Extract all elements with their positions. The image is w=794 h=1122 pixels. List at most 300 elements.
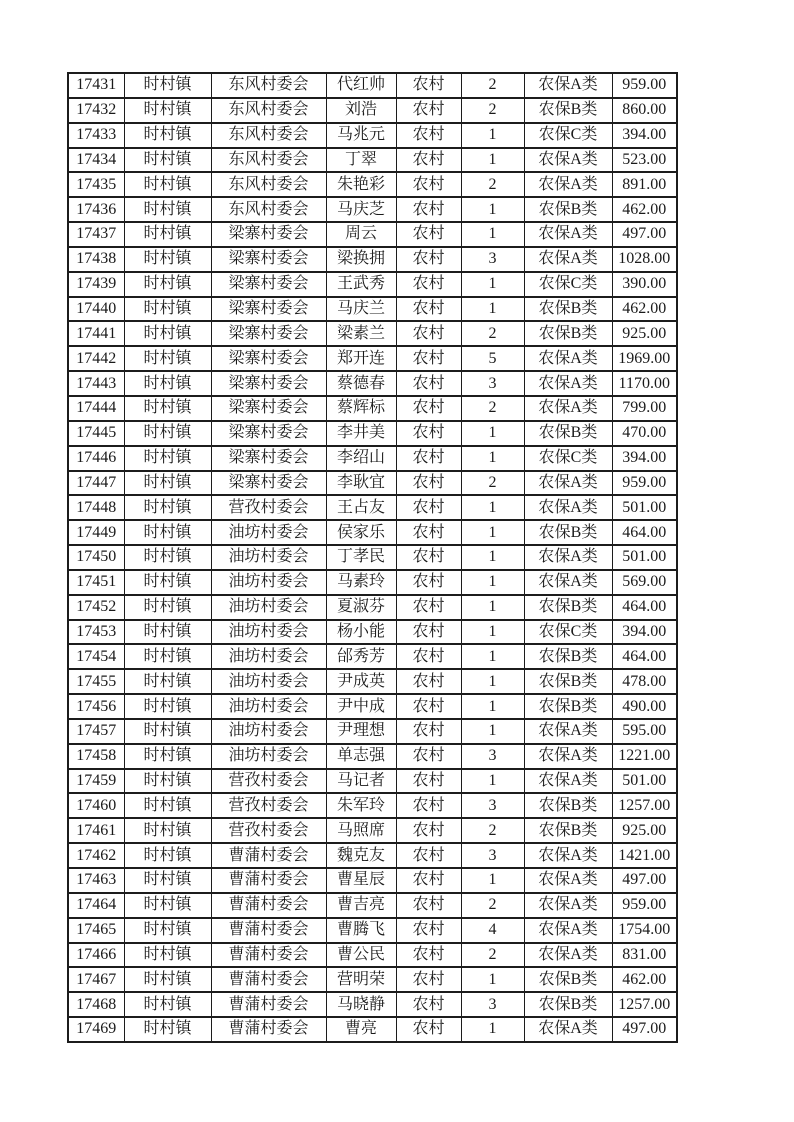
person-name-cell: 夏淑芬 [326,595,396,620]
town-cell: 时村镇 [124,620,211,645]
person-name-cell: 尹中成 [326,694,396,719]
record-id-cell: 17449 [68,520,124,545]
insurance-category-cell: 农保C类 [524,272,612,297]
amount-cell: 390.00 [612,272,677,297]
amount-cell: 490.00 [612,694,677,719]
person-count-cell: 3 [461,793,524,818]
village-committee-cell: 梁寨村委会 [211,222,326,247]
residence-type-cell: 农村 [396,495,461,520]
town-cell: 时村镇 [124,197,211,222]
record-id-cell: 17460 [68,793,124,818]
person-name-cell: 代红帅 [326,73,396,98]
amount-cell: 799.00 [612,396,677,421]
person-count-cell: 1 [461,669,524,694]
village-committee-cell: 东风村委会 [211,197,326,222]
record-id-cell: 17448 [68,495,124,520]
town-cell: 时村镇 [124,421,211,446]
amount-cell: 1257.00 [612,992,677,1017]
person-count-cell: 1 [461,595,524,620]
person-count-cell: 2 [461,943,524,968]
table-row [68,148,677,173]
residence-type-cell: 农村 [396,1017,461,1042]
amount-cell: 464.00 [612,644,677,669]
village-committee-cell: 油坊村委会 [211,620,326,645]
table-row [68,967,677,992]
person-name-cell: 李绍山 [326,446,396,471]
town-cell: 时村镇 [124,172,211,197]
town-cell: 时村镇 [124,769,211,794]
amount-cell: 891.00 [612,172,677,197]
village-committee-cell: 梁寨村委会 [211,371,326,396]
person-name-cell: 魏克友 [326,843,396,868]
table-row [68,893,677,918]
insurance-category-cell: 农保A类 [524,73,612,98]
person-count-cell: 1 [461,570,524,595]
amount-cell: 1170.00 [612,371,677,396]
residence-type-cell: 农村 [396,967,461,992]
amount-cell: 462.00 [612,197,677,222]
village-committee-cell: 梁寨村委会 [211,272,326,297]
residence-type-cell: 农村 [396,73,461,98]
table-row [68,371,677,396]
amount-cell: 1257.00 [612,793,677,818]
village-committee-cell: 曹蒲村委会 [211,992,326,1017]
insurance-category-cell: 农保B类 [524,321,612,346]
record-id-cell: 17456 [68,694,124,719]
table-row [68,719,677,744]
person-name-cell: 侯家乐 [326,520,396,545]
insurance-category-cell: 农保A类 [524,843,612,868]
record-id-cell: 17464 [68,893,124,918]
person-name-cell: 曹亮 [326,1017,396,1042]
residence-type-cell: 农村 [396,595,461,620]
residence-type-cell: 农村 [396,471,461,496]
table-row [68,197,677,222]
residence-type-cell: 农村 [396,818,461,843]
amount-cell: 959.00 [612,893,677,918]
village-committee-cell: 东风村委会 [211,73,326,98]
insurance-category-cell: 农保B类 [524,818,612,843]
town-cell: 时村镇 [124,694,211,719]
town-cell: 时村镇 [124,247,211,272]
amount-cell: 925.00 [612,818,677,843]
town-cell: 时村镇 [124,719,211,744]
person-count-cell: 2 [461,172,524,197]
insurance-category-cell: 农保B类 [524,694,612,719]
town-cell: 时村镇 [124,744,211,769]
village-committee-cell: 梁寨村委会 [211,346,326,371]
person-name-cell: 蔡辉标 [326,396,396,421]
table-row [68,545,677,570]
person-count-cell: 2 [461,818,524,843]
town-cell: 时村镇 [124,471,211,496]
town-cell: 时村镇 [124,570,211,595]
insurance-category-cell: 农保A类 [524,148,612,173]
town-cell: 时村镇 [124,943,211,968]
amount-cell: 501.00 [612,545,677,570]
person-name-cell: 刘浩 [326,98,396,123]
person-name-cell: 朱军玲 [326,793,396,818]
person-name-cell: 丁孝民 [326,545,396,570]
insurance-category-cell: 农保A类 [524,471,612,496]
record-id-cell: 17457 [68,719,124,744]
record-id-cell: 17466 [68,943,124,968]
town-cell: 时村镇 [124,148,211,173]
person-count-cell: 3 [461,247,524,272]
village-committee-cell: 曹蒲村委会 [211,868,326,893]
insurance-category-cell: 农保A类 [524,396,612,421]
record-id-cell: 17468 [68,992,124,1017]
insurance-category-cell: 农保A类 [524,172,612,197]
town-cell: 时村镇 [124,545,211,570]
person-count-cell: 1 [461,272,524,297]
residence-type-cell: 农村 [396,123,461,148]
residence-type-cell: 农村 [396,520,461,545]
residence-type-cell: 农村 [396,570,461,595]
residence-type-cell: 农村 [396,272,461,297]
insurance-category-cell: 农保B类 [524,520,612,545]
person-name-cell: 梁素兰 [326,321,396,346]
table-row [68,694,677,719]
town-cell: 时村镇 [124,123,211,148]
person-name-cell: 杨小能 [326,620,396,645]
town-cell: 时村镇 [124,297,211,322]
residence-type-cell: 农村 [396,893,461,918]
insurance-category-cell: 农保A类 [524,1017,612,1042]
village-committee-cell: 曹蒲村委会 [211,918,326,943]
person-name-cell: 马庆芝 [326,197,396,222]
village-committee-cell: 东风村委会 [211,123,326,148]
town-cell: 时村镇 [124,520,211,545]
table-row [68,421,677,446]
village-committee-cell: 油坊村委会 [211,694,326,719]
amount-cell: 523.00 [612,148,677,173]
town-cell: 时村镇 [124,669,211,694]
person-name-cell: 蔡德春 [326,371,396,396]
village-committee-cell: 营孜村委会 [211,793,326,818]
table-row [68,495,677,520]
amount-cell: 394.00 [612,446,677,471]
person-name-cell: 马记者 [326,769,396,794]
insurance-category-cell: 农保B类 [524,98,612,123]
person-count-cell: 1 [461,644,524,669]
record-id-cell: 17467 [68,967,124,992]
record-id-cell: 17431 [68,73,124,98]
amount-cell: 1221.00 [612,744,677,769]
record-id-cell: 17447 [68,471,124,496]
records-table [67,72,678,1043]
person-name-cell: 曹吉亮 [326,893,396,918]
table-row [68,769,677,794]
person-name-cell: 梁换拥 [326,247,396,272]
town-cell: 时村镇 [124,321,211,346]
record-id-cell: 17438 [68,247,124,272]
town-cell: 时村镇 [124,495,211,520]
insurance-category-cell: 农保A类 [524,769,612,794]
village-committee-cell: 梁寨村委会 [211,446,326,471]
amount-cell: 1028.00 [612,247,677,272]
person-count-cell: 2 [461,73,524,98]
town-cell: 时村镇 [124,396,211,421]
table-row [68,123,677,148]
table-row [68,744,677,769]
record-id-cell: 17458 [68,744,124,769]
amount-cell: 1969.00 [612,346,677,371]
village-committee-cell: 东风村委会 [211,148,326,173]
person-name-cell: 营明荣 [326,967,396,992]
record-id-cell: 17443 [68,371,124,396]
village-committee-cell: 梁寨村委会 [211,297,326,322]
amount-cell: 478.00 [612,669,677,694]
residence-type-cell: 农村 [396,98,461,123]
person-name-cell: 王占友 [326,495,396,520]
town-cell: 时村镇 [124,222,211,247]
amount-cell: 464.00 [612,520,677,545]
amount-cell: 501.00 [612,495,677,520]
record-id-cell: 17452 [68,595,124,620]
village-committee-cell: 营孜村委会 [211,769,326,794]
town-cell: 时村镇 [124,918,211,943]
person-name-cell: 马庆兰 [326,297,396,322]
table-row [68,669,677,694]
insurance-category-cell: 农保A类 [524,943,612,968]
amount-cell: 394.00 [612,123,677,148]
amount-cell: 462.00 [612,297,677,322]
record-id-cell: 17451 [68,570,124,595]
village-committee-cell: 油坊村委会 [211,520,326,545]
insurance-category-cell: 农保B类 [524,644,612,669]
table-row [68,843,677,868]
residence-type-cell: 农村 [396,843,461,868]
residence-type-cell: 农村 [396,694,461,719]
person-count-cell: 2 [461,893,524,918]
record-id-cell: 17469 [68,1017,124,1042]
person-count-cell: 2 [461,471,524,496]
person-name-cell: 马晓静 [326,992,396,1017]
residence-type-cell: 农村 [396,719,461,744]
residence-type-cell: 农村 [396,744,461,769]
table-row [68,644,677,669]
amount-cell: 497.00 [612,222,677,247]
person-name-cell: 郑开连 [326,346,396,371]
person-name-cell: 王武秀 [326,272,396,297]
record-id-cell: 17440 [68,297,124,322]
person-count-cell: 1 [461,446,524,471]
residence-type-cell: 农村 [396,793,461,818]
person-name-cell: 邰秀芳 [326,644,396,669]
table-row [68,570,677,595]
table-row [68,992,677,1017]
insurance-category-cell: 农保A类 [524,570,612,595]
town-cell: 时村镇 [124,843,211,868]
residence-type-cell: 农村 [396,172,461,197]
amount-cell: 1754.00 [612,918,677,943]
town-cell: 时村镇 [124,371,211,396]
town-cell: 时村镇 [124,1017,211,1042]
village-committee-cell: 曹蒲村委会 [211,1017,326,1042]
table-row [68,818,677,843]
residence-type-cell: 农村 [396,918,461,943]
village-committee-cell: 曹蒲村委会 [211,943,326,968]
record-id-cell: 17441 [68,321,124,346]
table-row [68,321,677,346]
record-id-cell: 17461 [68,818,124,843]
village-committee-cell: 营孜村委会 [211,818,326,843]
table-row [68,73,677,98]
town-cell: 时村镇 [124,868,211,893]
table-row [68,272,677,297]
village-committee-cell: 油坊村委会 [211,595,326,620]
residence-type-cell: 农村 [396,297,461,322]
person-name-cell: 尹理想 [326,719,396,744]
person-count-cell: 3 [461,843,524,868]
town-cell: 时村镇 [124,73,211,98]
table-row [68,620,677,645]
person-count-cell: 1 [461,222,524,247]
residence-type-cell: 农村 [396,644,461,669]
record-id-cell: 17446 [68,446,124,471]
person-count-cell: 2 [461,98,524,123]
insurance-category-cell: 农保A类 [524,371,612,396]
amount-cell: 569.00 [612,570,677,595]
table-row [68,346,677,371]
insurance-category-cell: 农保B类 [524,595,612,620]
insurance-category-cell: 农保A类 [524,719,612,744]
person-name-cell: 周云 [326,222,396,247]
village-committee-cell: 油坊村委会 [211,545,326,570]
person-count-cell: 1 [461,197,524,222]
table-row [68,98,677,123]
residence-type-cell: 农村 [396,197,461,222]
record-id-cell: 17439 [68,272,124,297]
person-count-cell: 2 [461,396,524,421]
record-id-cell: 17459 [68,769,124,794]
insurance-category-cell: 农保A类 [524,346,612,371]
residence-type-cell: 农村 [396,620,461,645]
person-name-cell: 朱艳彩 [326,172,396,197]
insurance-category-cell: 农保A类 [524,247,612,272]
amount-cell: 462.00 [612,967,677,992]
record-id-cell: 17462 [68,843,124,868]
village-committee-cell: 油坊村委会 [211,744,326,769]
residence-type-cell: 农村 [396,943,461,968]
village-committee-cell: 曹蒲村委会 [211,843,326,868]
insurance-category-cell: 农保A类 [524,868,612,893]
amount-cell: 860.00 [612,98,677,123]
person-count-cell: 1 [461,620,524,645]
table-row [68,247,677,272]
record-id-cell: 17442 [68,346,124,371]
amount-cell: 1421.00 [612,843,677,868]
amount-cell: 831.00 [612,943,677,968]
insurance-category-cell: 农保B类 [524,967,612,992]
insurance-category-cell: 农保C类 [524,446,612,471]
person-count-cell: 1 [461,148,524,173]
residence-type-cell: 农村 [396,769,461,794]
person-count-cell: 3 [461,744,524,769]
residence-type-cell: 农村 [396,446,461,471]
amount-cell: 464.00 [612,595,677,620]
person-count-cell: 3 [461,371,524,396]
insurance-category-cell: 农保B类 [524,793,612,818]
record-id-cell: 17445 [68,421,124,446]
person-count-cell: 1 [461,868,524,893]
town-cell: 时村镇 [124,967,211,992]
town-cell: 时村镇 [124,992,211,1017]
person-name-cell: 马照席 [326,818,396,843]
person-count-cell: 1 [461,694,524,719]
person-name-cell: 李井美 [326,421,396,446]
table-row [68,297,677,322]
person-count-cell: 1 [461,123,524,148]
insurance-category-cell: 农保B类 [524,297,612,322]
record-id-cell: 17454 [68,644,124,669]
person-count-cell: 1 [461,1017,524,1042]
table-row [68,222,677,247]
person-count-cell: 1 [461,769,524,794]
town-cell: 时村镇 [124,893,211,918]
residence-type-cell: 农村 [396,421,461,446]
residence-type-cell: 农村 [396,371,461,396]
amount-cell: 394.00 [612,620,677,645]
village-committee-cell: 曹蒲村委会 [211,893,326,918]
record-id-cell: 17432 [68,98,124,123]
person-count-cell: 1 [461,520,524,545]
person-name-cell: 马素玲 [326,570,396,595]
amount-cell: 501.00 [612,769,677,794]
table-row [68,520,677,545]
table-row [68,595,677,620]
village-committee-cell: 曹蒲村委会 [211,967,326,992]
town-cell: 时村镇 [124,98,211,123]
village-committee-cell: 梁寨村委会 [211,421,326,446]
residence-type-cell: 农村 [396,396,461,421]
amount-cell: 497.00 [612,1017,677,1042]
town-cell: 时村镇 [124,272,211,297]
residence-type-cell: 农村 [396,148,461,173]
village-committee-cell: 油坊村委会 [211,719,326,744]
town-cell: 时村镇 [124,644,211,669]
insurance-category-cell: 农保A类 [524,545,612,570]
record-id-cell: 17450 [68,545,124,570]
table-row [68,446,677,471]
village-committee-cell: 营孜村委会 [211,495,326,520]
residence-type-cell: 农村 [396,868,461,893]
town-cell: 时村镇 [124,793,211,818]
amount-cell: 497.00 [612,868,677,893]
records-table-body [68,73,677,1042]
town-cell: 时村镇 [124,595,211,620]
residence-type-cell: 农村 [396,992,461,1017]
amount-cell: 925.00 [612,321,677,346]
residence-type-cell: 农村 [396,321,461,346]
village-committee-cell: 梁寨村委会 [211,247,326,272]
town-cell: 时村镇 [124,818,211,843]
person-count-cell: 1 [461,545,524,570]
insurance-category-cell: 农保C类 [524,123,612,148]
residence-type-cell: 农村 [396,346,461,371]
insurance-category-cell: 农保A类 [524,918,612,943]
table-row [68,396,677,421]
town-cell: 时村镇 [124,346,211,371]
insurance-category-cell: 农保A类 [524,222,612,247]
person-count-cell: 1 [461,421,524,446]
village-committee-cell: 梁寨村委会 [211,471,326,496]
person-name-cell: 曹腾飞 [326,918,396,943]
residence-type-cell: 农村 [396,669,461,694]
insurance-category-cell: 农保B类 [524,421,612,446]
table-row [68,471,677,496]
